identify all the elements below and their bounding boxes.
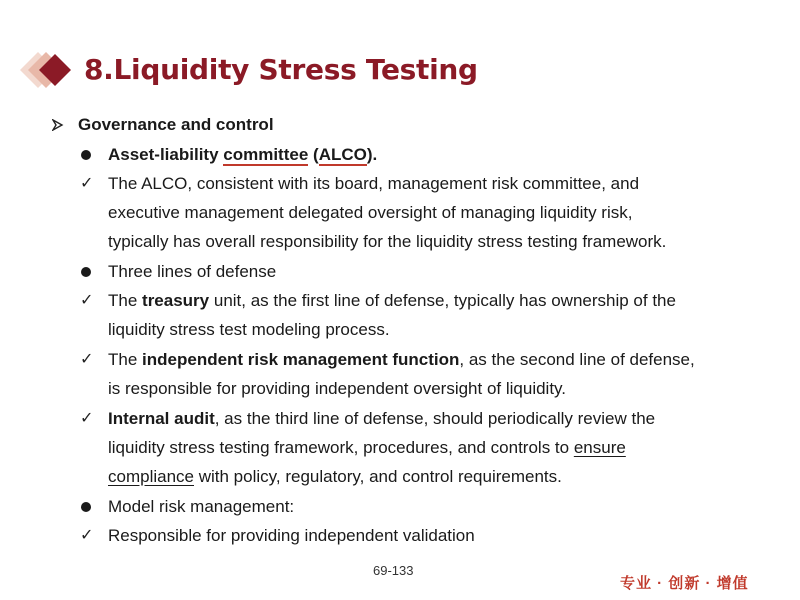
treasury-line-2: liquidity stress test modeling process. xyxy=(108,320,390,339)
slide-header xyxy=(0,30,800,110)
alco-detail-line-2: executive management delegated oversight of managing liquidity risk, xyxy=(108,203,633,222)
alco-detail-line-3: typically has overall responsibility for the liquidity stress testing framework. xyxy=(108,232,667,251)
check-icon: ✓ xyxy=(80,527,94,544)
slide-title: 8.Liquidity Stress Testing xyxy=(84,53,478,86)
brand-slogan: 专业 · 创新 · 增值 xyxy=(620,575,749,592)
irm-pre: The xyxy=(108,350,143,369)
check-icon: ✓ xyxy=(80,175,94,192)
audit-ensure-word: ensure xyxy=(573,438,626,457)
dot-bullet-icon xyxy=(81,150,91,160)
alco-detail-line-1: The ALCO, consistent with its board, management risk committee, and xyxy=(108,174,640,193)
dot-bullet-icon xyxy=(81,502,91,512)
alco-committee-word: committee xyxy=(223,145,309,164)
irm-bold: independent risk management function xyxy=(142,350,460,369)
audit-line-3 xyxy=(108,462,562,491)
dot-bullet-icon xyxy=(81,267,91,277)
diamond-logo-icon xyxy=(0,30,90,110)
audit-line2-pre: liquidity stress testing framework, procedures, and controls to xyxy=(108,438,574,457)
section-heading-text: Governance and control xyxy=(78,115,274,134)
audit-line-2 xyxy=(108,433,626,462)
audit-post: , as the third line of defense, should periodically review the xyxy=(214,409,656,428)
treasury-line-1 xyxy=(108,286,676,315)
irm-line-1 xyxy=(108,345,695,374)
alco-abbr: ALCO xyxy=(318,145,367,164)
alco-close-paren: ). xyxy=(366,145,378,164)
page-number: 69-133 xyxy=(373,563,414,578)
validation-item: Responsible for providing independent validation xyxy=(108,526,475,545)
treasury-bold: treasury xyxy=(142,291,210,310)
alco-open-paren: ( xyxy=(308,145,319,164)
audit-compliance-word: compliance xyxy=(108,467,194,486)
check-icon: ✓ xyxy=(80,351,94,368)
arrow-bullet-icon xyxy=(52,119,64,131)
check-icon: ✓ xyxy=(80,292,94,309)
three-lines-item: Three lines of defense xyxy=(108,262,277,281)
treasury-pre: The xyxy=(108,291,143,310)
model-risk-item: Model risk management: xyxy=(108,497,295,516)
audit-bold: Internal audit xyxy=(108,409,215,428)
alco-item xyxy=(108,140,377,169)
irm-line-2: is responsible for providing independent oversight of liquidity. xyxy=(108,379,567,398)
audit-line3-post: with policy, regulatory, and control requirements. xyxy=(194,467,562,486)
irm-post: , as the second line of defense, xyxy=(459,350,695,369)
alco-label: Asset-liability xyxy=(108,145,224,164)
treasury-post: unit, as the first line of defense, typically has ownership of the xyxy=(209,291,676,310)
check-icon: ✓ xyxy=(80,410,94,427)
section-heading xyxy=(78,110,274,139)
audit-line-1 xyxy=(108,404,655,433)
